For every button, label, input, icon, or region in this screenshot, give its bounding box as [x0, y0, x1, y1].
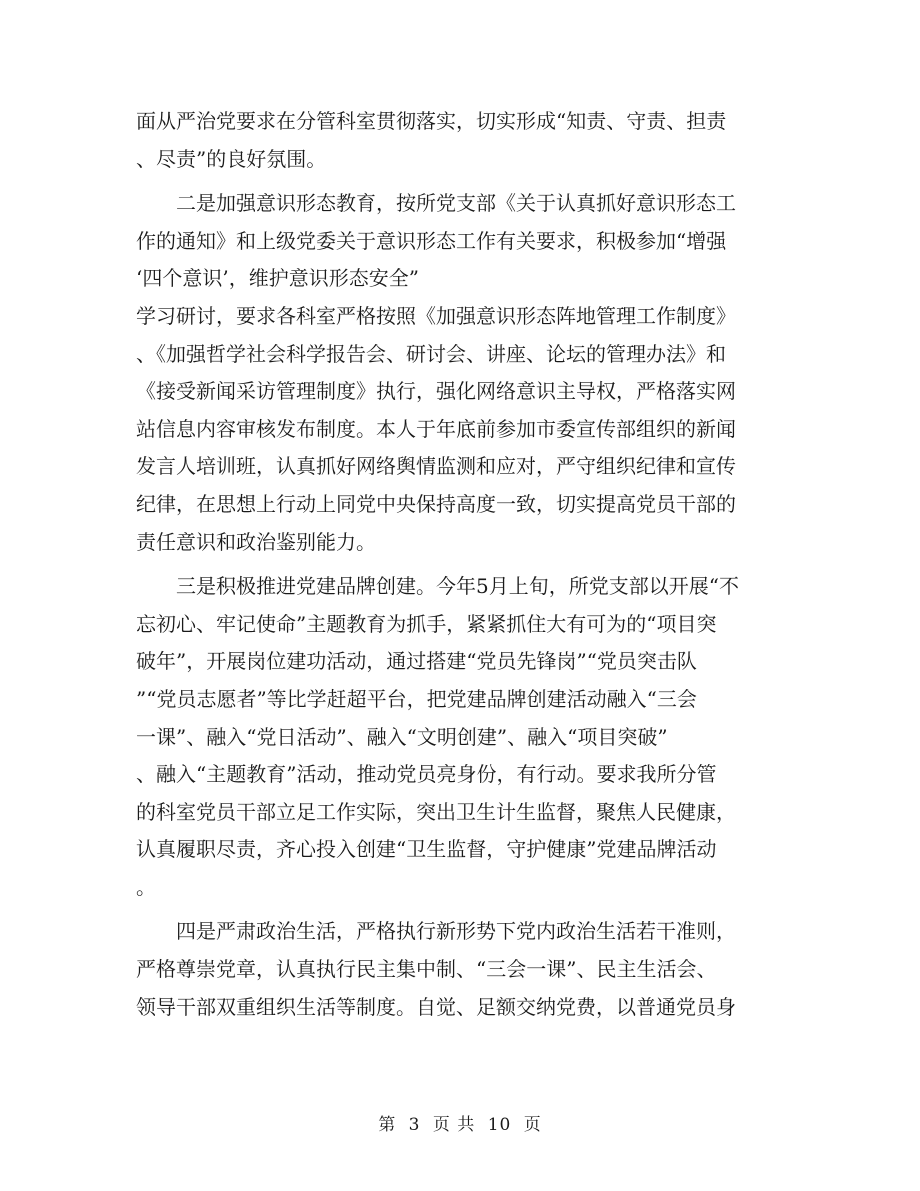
text-line: ”“党员志愿者”等比学赶超平台，把党建品牌创建活动融入“三会 [136, 686, 697, 711]
text-line: 学习研讨，要求各科室严格按照《加强意识形态阵地管理工作制度》 [136, 303, 736, 328]
text-line: 、尽责”的良好氛围。 [136, 146, 327, 171]
text-line: 的科室党员干部立足工作实际，突出卫生计生监督，聚焦人民健康， [136, 799, 736, 824]
footer-total-pages: 10 [487, 1115, 512, 1135]
text-line: 发言人培训班，认真抓好网络舆情监测和应对，严守组织纪律和宣传 [136, 454, 736, 479]
text-line: 、《加强哲学社会科学报告会、研讨会、讲座、论坛的管理办法》和 [136, 341, 726, 366]
text-line: 一课”、融入“党日活动”、融入“文明创建”、融入“项目突破” [136, 724, 668, 749]
text-line: 纪律，在思想上行动上同党中央保持高度一致，切实提高党员干部的 [136, 491, 736, 516]
text-line: ‘四个意识’，维护意识形态安全” [136, 266, 419, 291]
page-footer [0, 1110, 920, 1135]
footer-prefix: 第 [378, 1115, 397, 1135]
document-body [136, 103, 796, 1026]
paragraph-start-line: 三是积极推进党建品牌创建。今年5月上旬，所党支部以开展“不 [176, 574, 739, 599]
text-line: 责任意识和政治鉴别能力。 [136, 529, 376, 554]
text-line: 。 [136, 874, 156, 899]
text-line: 忘初心、牢记使命”主题教育为抓手，紧紧抓住大有可为的“项目突 [136, 611, 717, 636]
text-line: 《接受新闻采访管理制度》执行，强化网络意识主导权，严格落实网 [136, 379, 736, 404]
text-line: 领导干部双重组织生活等制度。自觉、足额交纳党费，以普通党员身 [136, 994, 736, 1019]
text-line: 严格尊崇党章，认真执行民主集中制、“三会一课”、民主生活会、 [136, 957, 717, 982]
text-line: 面从严治党要求在分管科室贯彻落实，切实形成“知责、守责、担责 [136, 109, 727, 133]
footer-middle: 页 共 [432, 1115, 476, 1135]
text-line: 、融入“主题教育”活动，推动党员亮身份，有行动。要求我所分管 [136, 762, 717, 787]
footer-page-number: 3 [408, 1115, 421, 1135]
text-line: 作的通知》和上级党委关于意识形态工作有关要求，积极参加“增强 [136, 228, 727, 253]
paragraph-start-line: 二是加强意识形态教育，按所党支部《关于认真抓好意识形态工 [176, 191, 736, 216]
paragraph-start-line: 四是严肃政治生活，严格执行新形势下党内政治生活若干准则， [176, 919, 736, 944]
footer-suffix: 页 [523, 1115, 542, 1135]
text-line: 破年”，开展岗位建功活动，通过搭建“党员先锋岗”“党员突击队 [136, 649, 697, 674]
text-line: 认真履职尽责，齐心投入创建“卫生监督，守护健康”党建品牌活动 [136, 837, 717, 862]
text-line: 站信息内容审核发布制度。本人于年底前参加市委宣传部组织的新闻 [136, 416, 736, 441]
